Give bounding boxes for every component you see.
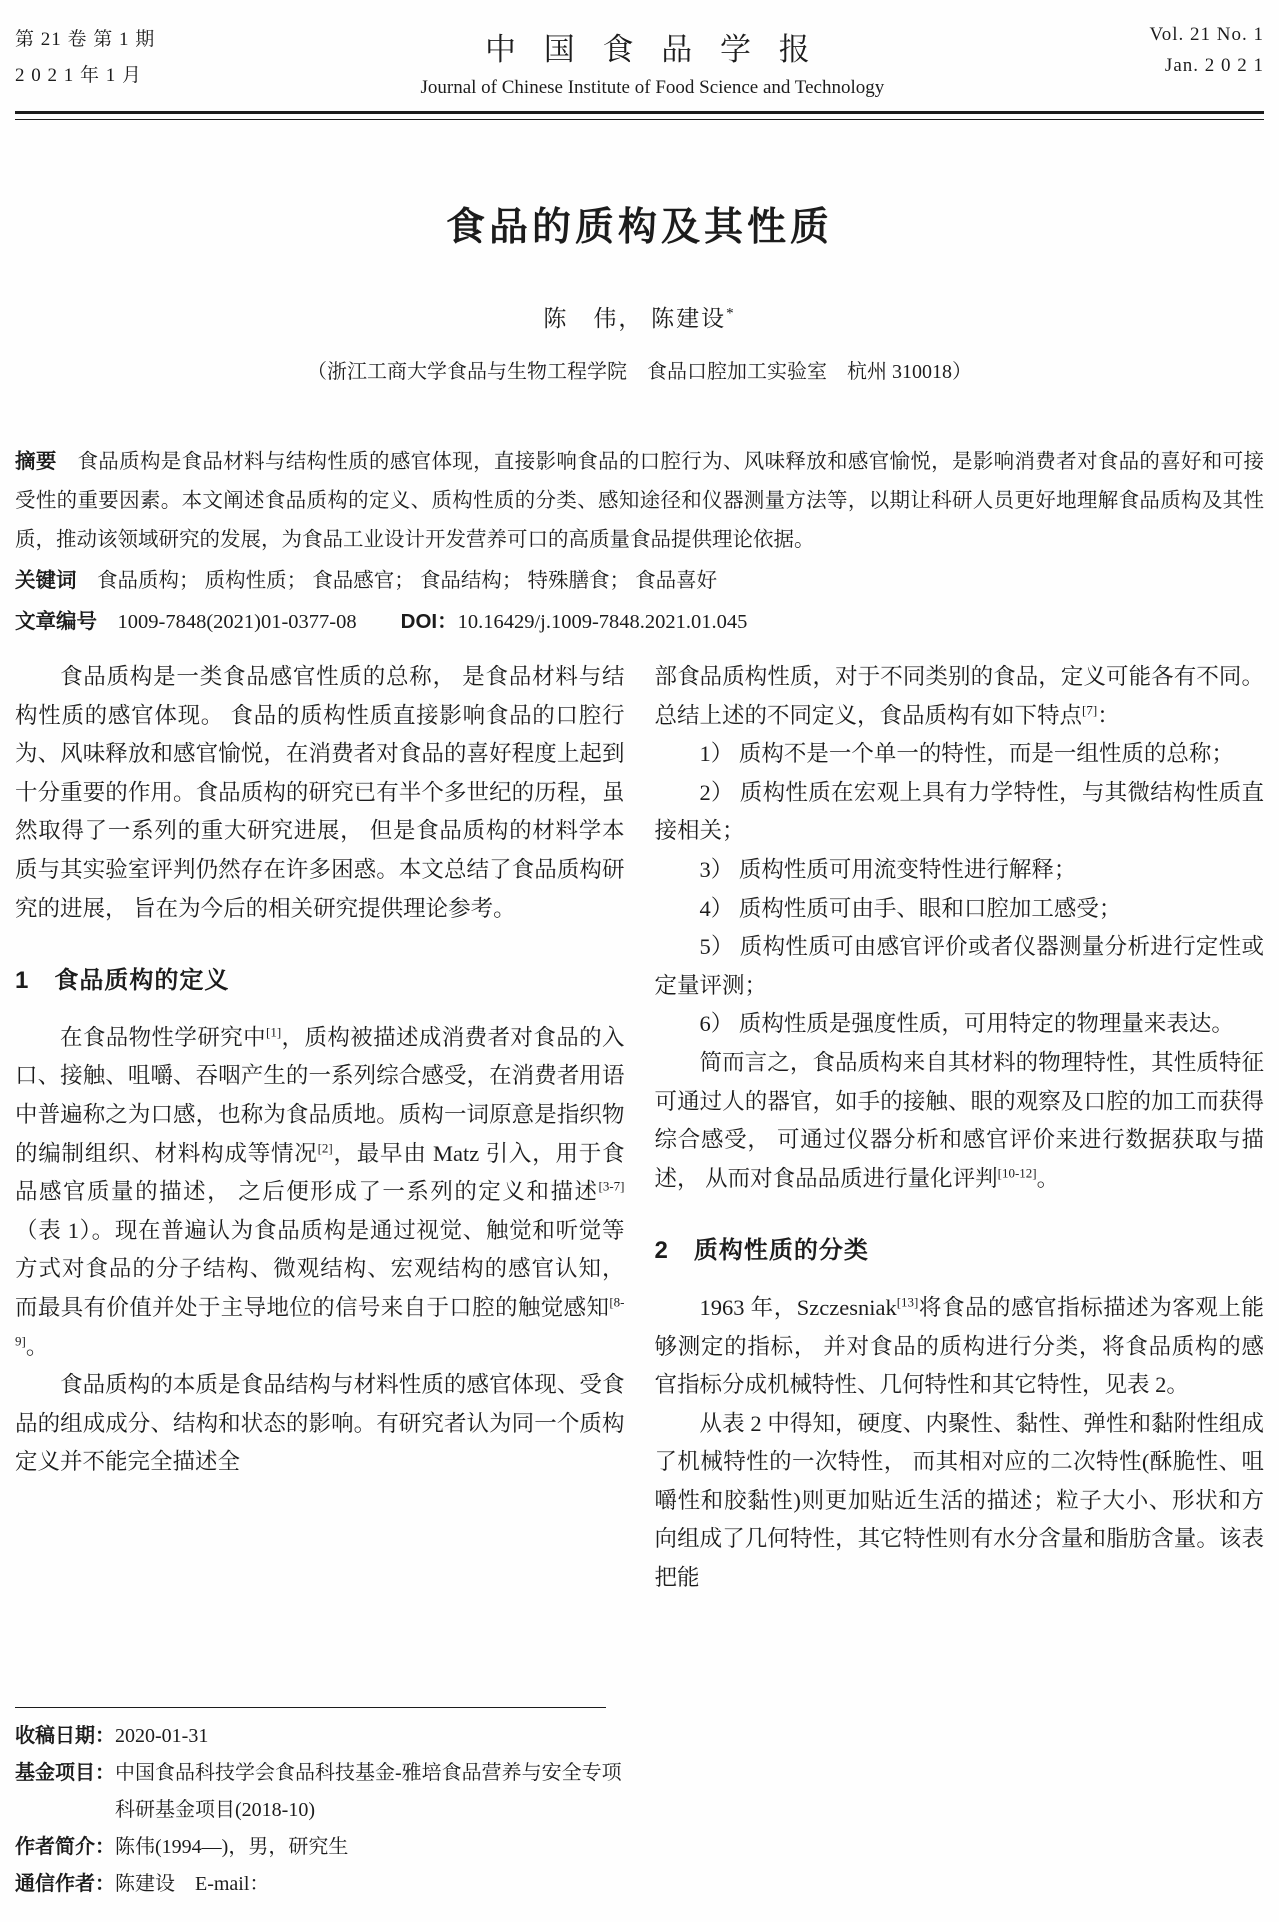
paragraph: 1963 年，Szczesniak[13]将食品的感官指标描述为客观上能够测定的指标， 并对食品的质构进行分类，将食品质构的感官指标分成机械特性、几何特性和其它特性，见表 2。 [654,1294,1264,1398]
footnote-divider [15,1707,606,1708]
paragraph: 简而言之，食品质构来自其材料的物理特性，其性质特征可通过人的器官，如手的接触、眼的观察及口腔的加工而获得综合感受， 可通过仪器分析和感官评价来进行数据获取与描述， 从而对食品品质进行量化评判[10-12]。 [654,1049,1264,1191]
paragraph: 食品质构的本质是食品结构与材料性质的感官体现、受食品的组成成分、结构和状态的影响。有研究者认为同一个质构定义并不能完全描述全 [15,1372,625,1475]
paragraph: 食品质构是一类食品感官性质的总称， 是食品材料与结构性质的感官体现。 食品的质构性质直接影响食品的口腔行为、风味释放和感官愉悦，在消费者对食品的喜好程度上起到十分重要的作用。食品质构的研究已有半个多世纪的历程，虽然取得了一系列的重大研究进展， 但是食品质构的材料学本质与其实验室评判仍然存在许多困惑。本文总结了食品质构研究的进展， 旨在为今后的相关研究提供理论参考。 [15,664,625,921]
date-en: Jan. 2 0 2 1 [1164,55,1264,76]
section-heading-2: 2 质构性质的分类 [654,1237,869,1265]
journal-header [15,24,1264,99]
volume-issue-en: Vol. 21 No. 1 [1149,24,1264,45]
list-item: 1） 质构不是一个单一的特性，而是一组性质的总称； [699,741,1234,767]
left-column [15,658,625,1903]
keywords-block [15,561,1264,601]
header-issue-info-en [1149,24,1264,77]
article-number: 1009-7848(2021)01-0377-08 [117,611,357,633]
abstract-text: 食品质构是食品材料与结构性质的感官体现，直接影响食品的口腔行为、风味释放和感官愉悦，是影响消费者对食品的喜好和可接受性的重要因素。本文阐述食品质构的定义、质构性质的分类、感知途径和仪器测量方法等，以期让科研人员更好地理解食品质构及其性质，推动该领域研究的发展，为食品工业设计开发营养可口的高质量食品提供理论依据。 [15,451,1265,551]
received-label: 收稿日期： [15,1725,115,1747]
doi-value: 10.16429/j.1009-7848.2021.01.045 [457,611,748,633]
bio-label: 作者简介： [15,1836,115,1858]
list-item: 3） 质构性质可用流变特性进行解释； [699,856,1077,882]
abstract-block [15,442,1264,560]
header-issue-info [15,24,155,87]
list-item: 6） 质构性质是强度性质，可用特定的物理量来表达。 [699,1011,1234,1037]
footnote-bio [15,1829,625,1866]
journal-name-en: Journal of Chinese Institute of Food Science and Technology [420,77,885,98]
author-line [15,300,1264,333]
affiliation-line: （浙江工商大学食品与生物工程学院 食品口腔加工实验室 杭州 310018） [307,361,972,383]
section-heading-1: 1 食品质构的定义 [15,967,230,995]
volume-issue-cn: 第 21 卷 第 1 期 [15,29,156,50]
doi-label: DOI： [400,610,458,633]
list-item: 2） 质构性质在宏观上具有力学特性，与其微结构性质直接相关； [654,779,1264,844]
footnote-received [15,1718,625,1755]
footnote-corresponding [15,1866,625,1903]
footnote-block [15,1707,625,1903]
keywords-text: 食品质构； 质构性质； 食品感官； 食品结构； 特殊膳食； 食品喜好 [97,570,718,592]
fund-label: 基金项目： [15,1762,115,1784]
paragraph: 从表 2 中得知，硬度、内聚性、黏性、弹性和黏附性组成了机械特性的一次特性， 而其相对应的二次特性(酥脆性、咀嚼性和胶黏性)则更加贴近生活的描述；粒子大小、形状和方向组成了几何特性，其它特性则有水分含量和脂肪含量。该表把能 [654,1410,1264,1591]
footnote-fund [15,1755,625,1829]
date-cn: 2 0 2 1 年 1 月 [15,65,143,86]
fund-value: 中国食品科技学会食品科技基金-雅培食品营养与安全专项科研基金项目(2018-10) [115,1762,622,1821]
list-item: 5） 质构性质可由感官评价或者仪器测量分析进行定性或定量评测； [654,934,1264,998]
article-number-label: 文章编号 [15,610,97,633]
author-names: 陈 伟， 陈建设 [543,306,727,331]
right-column [655,658,1265,1903]
corresponding-label: 通信作者： [15,1873,115,1895]
article-number-block [15,602,1264,642]
article-title: 食品的质构及其性质 [445,206,833,249]
received-value: 2020-01-31 [115,1725,209,1747]
abstract-label: 摘要 [15,450,57,473]
list-item: 4） 质构性质可由手、眼和口腔加工感受； [699,895,1122,921]
bio-value: 陈伟(1994—)，男，研究生 [115,1836,349,1858]
article-body [15,658,1264,1903]
corresponding-value: 陈建设 E-mail： [115,1873,270,1895]
keywords-label: 关键词 [15,569,77,592]
corresponding-author-mark: * [726,305,736,322]
header-divider [15,111,1264,120]
article-meta [15,442,1264,642]
journal-name-cn: 中 国 食 品 学 报 [484,32,820,67]
paragraph: 在食品物性学研究中[1]，质构被描述成消费者对食品的入口、接触、咀嚼、吞咽产生的一系列综合感受，在消费者用语中普遍称之为口感，也称为食品质地。质构一词原意是指织物的编制组织、材料构成等情况[2]，最早由 Matz 引入，用于食品感官质量的描述， 之后便形成了一系列的定义和描述[3-7]（表 1）。现在普遍认为食品质构是通过视觉、触觉和听觉等方式对食品的分子结构、微观结构、宏观结构的感官认知， 而最具有价值并处于主导地位的信号来自于口腔的触觉感知[8-9]。 [15,1024,625,1359]
paragraph: 部食品质构性质，对于不同类别的食品，定义可能各有不同。总结上述的不同定义，食品质构有如下特点[7]： [654,664,1264,728]
journal-name-block [155,24,1149,99]
